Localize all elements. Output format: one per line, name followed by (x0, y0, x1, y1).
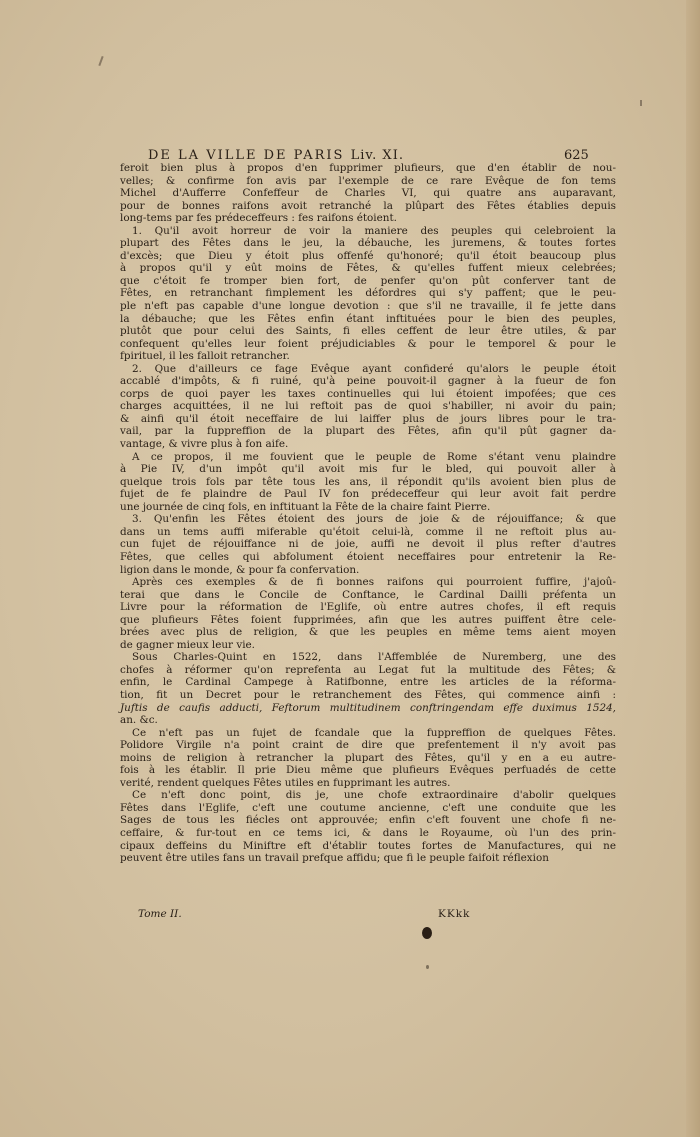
text-line: Après ces exemples & de fi bonnes raifons qui pourroient fuffire, j'ajoû- (132, 576, 616, 589)
text-line: brées avec plus de religion, & que les peuples en même tems aient moyen (120, 626, 616, 639)
text-line: plutôt que pour celui des Saints, fi elles ceffent de leur être utiles, & par (120, 325, 616, 338)
text-line: Michel d'Aufferre Confeffeur de Charles VI, qui quatre ans auparavant, (120, 187, 616, 200)
text-line: Polidore Virgile n'a point craint de dire que prefentement il n'y avoit pas (120, 739, 616, 752)
text-line: tion, fit un Decret pour le retranchement des Fêtes, qui commence ainfi : (120, 688, 616, 701)
text-line: an. &c. (120, 714, 158, 727)
text-line: ligion dans le monde, & pour fa confervation. (120, 563, 360, 576)
text-line: que c'étoit fe tromper bien fort, de penfer qu'on pût conferver tant de (120, 274, 616, 287)
text-line: quelque trois fols par tête tous les ans, il répondit qu'ils avoient bien plus de (120, 475, 616, 488)
text-line: 2. Que d'ailleurs ce fage Evêque ayant confideré qu'alors le peuple étoit (132, 362, 616, 375)
text-line: Fêtes, en retranchant fimplement les défordres qui s'y paffent; que le peu- (120, 287, 616, 300)
text-line: Fêtes dans l'Eglife, c'eft une coutume ancienne, c'eft une conduite que les (120, 801, 616, 814)
text-line: 1. Qu'il avoit horreur de voir la maniere des peuples qui celebroient la (132, 224, 616, 237)
book-section: Liv. XI. (350, 148, 404, 163)
ink-blot (422, 927, 432, 939)
text-line: à propos qu'il y eût moins de Fêtes, & qu'elles fuffent mieux celebrées; (120, 262, 616, 275)
text-line: Livre pour la réformation de l'Eglife, où entre autres chofes, il eft requis (120, 601, 616, 614)
text-line: charges acquittées, il ne lui reftoit pas de quoi s'habiller, ni avoir du pain; (120, 400, 616, 413)
text-line: 3. Qu'enfin les Fêtes étoient des jours de joie & de réjouiffance; & que (132, 513, 616, 526)
text-line: terai que dans le Concile de Conftance, le Cardinal Dailli préfenta un (120, 588, 616, 601)
text-line: cipaux deffeins du Miniftre eft d'établir toutes fortes de Manufactures, qui ne (120, 839, 616, 852)
page-number: 625 (564, 148, 589, 163)
text-line: Juftis de caufis adducti, Feftorum multitudinem conftringendam effe duximus 1524, (120, 701, 616, 714)
text-line: long-tems par fes prédeceffeurs : fes raifons étoient. (120, 212, 397, 225)
text-line: fujet de fe plaindre de Paul IV fon prédeceffeur qui leur avoit fait perdre (120, 488, 616, 501)
running-header (148, 148, 544, 163)
ink-blot (426, 965, 429, 969)
text-line: Sages de tous les fiécles ont approuvée; enfin c'eft fouvent une chofe fi ne- (120, 814, 616, 827)
text-line: une journée de cinq fols, en inftituant la Fête de la chaire faint Pierre. (120, 500, 491, 513)
text-line: de gagner mieux leur vie. (120, 638, 255, 651)
text-line: corps de quoi payer les taxes continuelles qui lui étoient impofées; que ces (120, 387, 616, 400)
text-line: d'excès; que Dieu y étoit plus offenfé qu'honoré; qu'il étoit beaucoup plus (120, 249, 616, 262)
text-line: Ce n'eft donc point, dis je, une chofe extraordinaire d'abolir quelques (132, 789, 616, 802)
text-line: confequent qu'elles leur foient préjudiciables & pour le temporel & pour le (120, 337, 616, 350)
text-line: ple n'eft pas capable d'une longue devotion : que s'il ne travaille, il fe jette dans (120, 300, 616, 313)
text-line: vantage, & vivre plus à fon aife. (120, 438, 289, 451)
text-line: feroit bien plus à propos d'en fupprimer plufieurs, que d'en établir de nou- (120, 162, 616, 174)
text-line: fois à les établir. Il prie Dieu même que plufieurs Evêques perfuadés de cette (120, 764, 616, 777)
text-line: peuvent être utiles fans un travail prefque affidu; que fi le peuple faifoit réflexion (120, 852, 549, 865)
text-line: la débauche; que les Fêtes enfin étant inftituées pour le bien des peuples, (120, 312, 616, 325)
text-line: ceffaire, & fur-tout en ce tems ici, & dans le Royaume, où l'un des prin- (120, 826, 616, 839)
text-line: verité, rendent quelques Fêtes utiles en fupprimant les autres. (120, 776, 451, 789)
text-line: Ce n'eft pas un fujet de fcandale que la fuppreffion de quelques Fêtes. (132, 726, 616, 739)
text-line: velles; & confirme fon avis par l'exemple de ce rare Evêque de fon tems (120, 174, 616, 187)
text-line: dans un tems auffi miferable qu'étoit celui-là, comme il ne reftoit plus au- (120, 525, 616, 538)
text-line: accablé d'impôts, & fi ruiné, qu'à peine pouvoit-il gagner à la fueur de fon (120, 375, 616, 388)
text-line: cun fujet de réjouiffance ni de joie, auffi ne devoit il plus refter d'autres (120, 538, 616, 551)
text-line: à Pie IV, d'un impôt qu'il avoit mis fur le bled, qui pouvoit aller à (120, 463, 616, 476)
text-line: pour de bonnes raifons avoit retranché la plûpart des Fêtes établies depuis (120, 199, 616, 212)
text-line: vail, par la fuppreffion de la plupart des Fêtes, afin qu'il pût gagner da- (120, 425, 616, 438)
text-line: enfin, le Cardinal Campege à Ratifbonne, entre les articles de la réforma- (120, 676, 616, 689)
text-line: Sous Charles-Quint en 1522, dans l'Affemblée de Nuremberg, une des (132, 651, 616, 664)
volume-label: Tome II. (138, 908, 182, 920)
running-title: DE LA VILLE DE PARIS (148, 148, 345, 163)
page-edge (686, 0, 700, 1137)
text-line: & ainfi qu'il étoit neceffaire de lui laiffer plus de jours libres pour le tra- (120, 412, 616, 425)
signature-mark: KKkk (438, 908, 471, 920)
text-line: plupart des Fêtes dans le jeu, la débauche, les juremens, & toutes fortes (120, 237, 616, 250)
text-line: moins de religion à retrancher la plupart des Fêtes, qu'il y en a eu autre- (120, 751, 616, 764)
text-line: A ce propos, il me fouvient que le peuple de Rome s'étant venu plaindre (132, 450, 616, 463)
text-line: chofes à réformer qu'on reprefenta au Legat fut la multitude des Fêtes; & (120, 663, 616, 676)
text-line: que plufieurs Fêtes foient fupprimées, afin que les autres puiffent être cele- (120, 613, 616, 626)
ink-mark (640, 100, 642, 106)
text-line: fpirituel, il les falloit retrancher. (120, 350, 290, 363)
text-line: Fêtes, que celles qui abfolument étoient neceffaires pour entretenir la Re- (120, 550, 616, 563)
body-text (120, 162, 616, 865)
